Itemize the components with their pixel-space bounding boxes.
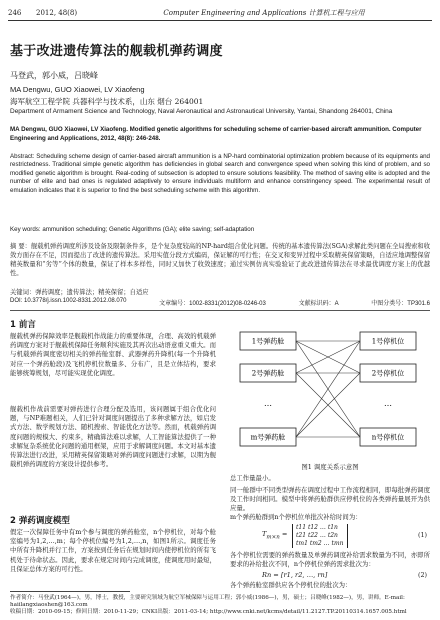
magazine-ellipsis: … [264,399,272,408]
model-paragraph: 假定一次保障任务中有m个参与调度的弹药舱室，n个停机位，对每个舱室编号为1,2,…,m；每个停机位编号为1,2,…,n，如图1所示。调度任务中所有升降机并行工作，方案按到任务后在规划时间内使停机位的所有飞机处于待命状态。因此，要求在规定时间内完成调度，使调度用时最短，且保证总体方案的可行性。 [10,528,216,573]
authors-chinese: 马登武，郭小威，吕晓峰 [10,71,98,80]
equation-1-number: (1) [418,531,428,539]
right-paragraph-1: 总工作量最小。 [230,474,275,482]
equation-2: Rn = [r1, r2, …, rn] [262,571,328,579]
parking-1-label: 1号停机位 [371,337,405,346]
magazine-2-label: 2号弹药舱 [251,369,285,378]
abstract-english: Abstract: Scheduling scheme design of carrier-based aircraft ammunition is a NP-hard combinatorial optimization problem because of its equipments and restrictedness. Traditional simple genetic algorithm has deficiencies in global search and convergence speed when solving this kind of problem, and so modified genetic algorithm is brought. Real-coding of subsection is adopted to ensure solutions feasibility. The method of saving elite is adopted and the number of elite and bad ones is regulated adaptively to ensure individuals multiform and enhance constringency speed. The experimental result of emulation indicates that it is superior to find the best scheduling scheme with this algorithm. [10,153,430,194]
parking-4-label: n号停机位 [371,433,405,442]
scheduling-links [296,341,360,437]
right-paragraph-5: 各个弹药舱室群供应各个停机位的批次为： [230,581,352,589]
intro-paragraph-2: 舰载机作战前需要对弹药进行合理分配及选用，该问题属于组合优化问题，与NP难题相关，人们已针对调度问题提出了多种求解方法，如启发式方法、数学规划方法、随机搜索、智能优化方法等。然而，机载弹药调度问题的规模大、约束多，精确算法难以求解，人工智能算法提供了一种求解复杂系统优化问题的通用框架，应用于求解调度问题。本文对基本遗传算法进行改进，采用精英保留策略对弹药调度问题进行求解，以期为舰载机弹药调度的方案设计提供参考。 [10,405,216,469]
citation: MA Dengwu, GUO Xiaowei, LV Xiaofeng. Modified genetic algorithms for scheduling scheme of carrier-based aircraft ammunition. Computer Engineering and Applications, 2012, 48(8): 246-248. [10,126,422,142]
received-date-footnote: 收稿日期：2010-09-15；修回日期：2010-11-29；CNKI出版：2011-03-14; http://www.cnki.net/kcms/detail/11.2127.TP.20110314.1657.005.html [10,609,407,615]
document-code: 文献标识码：A [298,301,339,307]
magazine-nodes [240,332,296,446]
equation-2-number: (2) [418,571,428,579]
affiliation-english: Department of Armament Science and Technology, Naval Aeronautical and Astronautical University, Yantai, Shandong 264001, China [10,108,393,115]
author-bio-footnote: 作者简介：马登武(1964—)，男，博士，教授，主要研究领域为航空军械保障与运用工程；郭小威(1986—)，男，硕士；吕晓峰(1982—)，男，讲师。E-mail: haiilangxiaoshen@163.com [10,595,405,608]
article-metadata [10,298,430,307]
header-divider [8,20,432,21]
magazine-4-label: m号弹药舱 [250,433,286,442]
right-paragraph-2: 同一舱群中不同类型弹药在调度过程中工作流程相同，即每批弹药调度及工作时间相同。模型中将弹药舱群供应停机位的各类弹药量展开为供应量。 [230,486,430,513]
journal-issue: 2012, 48(8) [36,9,78,17]
right-paragraph-4: 各个停机位需要的弹药数量及单弹药调度补给需求数量为不同，亦即所要求的补给批次不同，n个停机位弹药需求批次为： [230,551,430,569]
section-heading-model: 2 弹药调度模型 [10,516,70,526]
keywords-english: Key words: ammunition scheduling; Genetic Algorithms (GA); elite saving; self-adaptation [10,226,255,233]
doi: DOI: 10.3778/j.issn.1002-8331.2012.08.070 [10,298,127,304]
authors-english: MA Dengwu, GUO Xiaowei, LV Xiaofeng [10,85,145,94]
page-number: 246 [8,9,22,17]
parking-ellipsis: … [384,399,392,408]
intro-paragraph-1: 舰载机弹药保障效率是舰载机作战能力的重要体现，合理、高效的机载弹药调度方案对于舰载机保障任务顺利实施及其再次出动语意重义重大。而与机载弹药调度密切相关的弹药舱室群、武器弹药升降机(每一个升降机对应一个弹药舱段)及飞机停机位数量多、分布广，且是立体结构，要求能够统筹规划，尽可能实现优化调度。 [10,332,216,377]
equation-1-label: $T_{m\times n}$ = [262,530,288,541]
parking-2-label: 2号停机位 [371,369,405,378]
paper-title: 基于改进遗传算法的舰载机弹药调度 [10,44,223,59]
article-number: 文章编号：1002-8331(2012)08-0246-03 [159,301,266,307]
parking-nodes [360,332,416,446]
journal-name: Computer Engineering and Applications 计算机工程与应用 [163,9,365,17]
section-heading-intro: 1 前言 [10,320,36,330]
abstract-chinese: 摘 要：舰载机弹药调度所涉及设备及限制条件多，是个复杂度较高的NP-hard组合优化问题。传统的基本遗传算法(SGA)求解此类问题在全局搜索和收敛方面存在不足，因而提出了改进的遗传算法。采用实值分段方式编码，保证解的可行性；在交叉和变异过程中采取精英保留策略，自适应地调整保留精英数量和“劣等”个体的数量，保证了样本多样性，同时又加快了收敛速度；通过实例仿真实验验证了此改进遗传算法在寻求最优调度方案上的优越性。 [10,243,430,277]
affiliation-chinese: 海军航空工程学院 兵器科学与技术系，山东 烟台 264001 [10,97,204,106]
figure-caption: 图1 调度关系示意图 [301,463,359,471]
scheduling-diagram [230,322,430,460]
clc-number: 中图分类号：TP301.6 [371,301,430,307]
magazine-1-label: 1号弹药舱 [251,337,285,346]
matrix-t: t11 t12 … t1n t21 t22 … t2n tm1 tm2 … tmn [292,524,348,548]
running-header [8,6,432,20]
right-paragraph-3: m个弹药舱群到n个停机位单批次补给时间为： [230,513,362,521]
section-divider [10,310,430,311]
keywords-chinese: 关键词：弹药调度；遗传算法；精英保留；自适应 [10,289,149,296]
footnote-divider [10,591,130,592]
